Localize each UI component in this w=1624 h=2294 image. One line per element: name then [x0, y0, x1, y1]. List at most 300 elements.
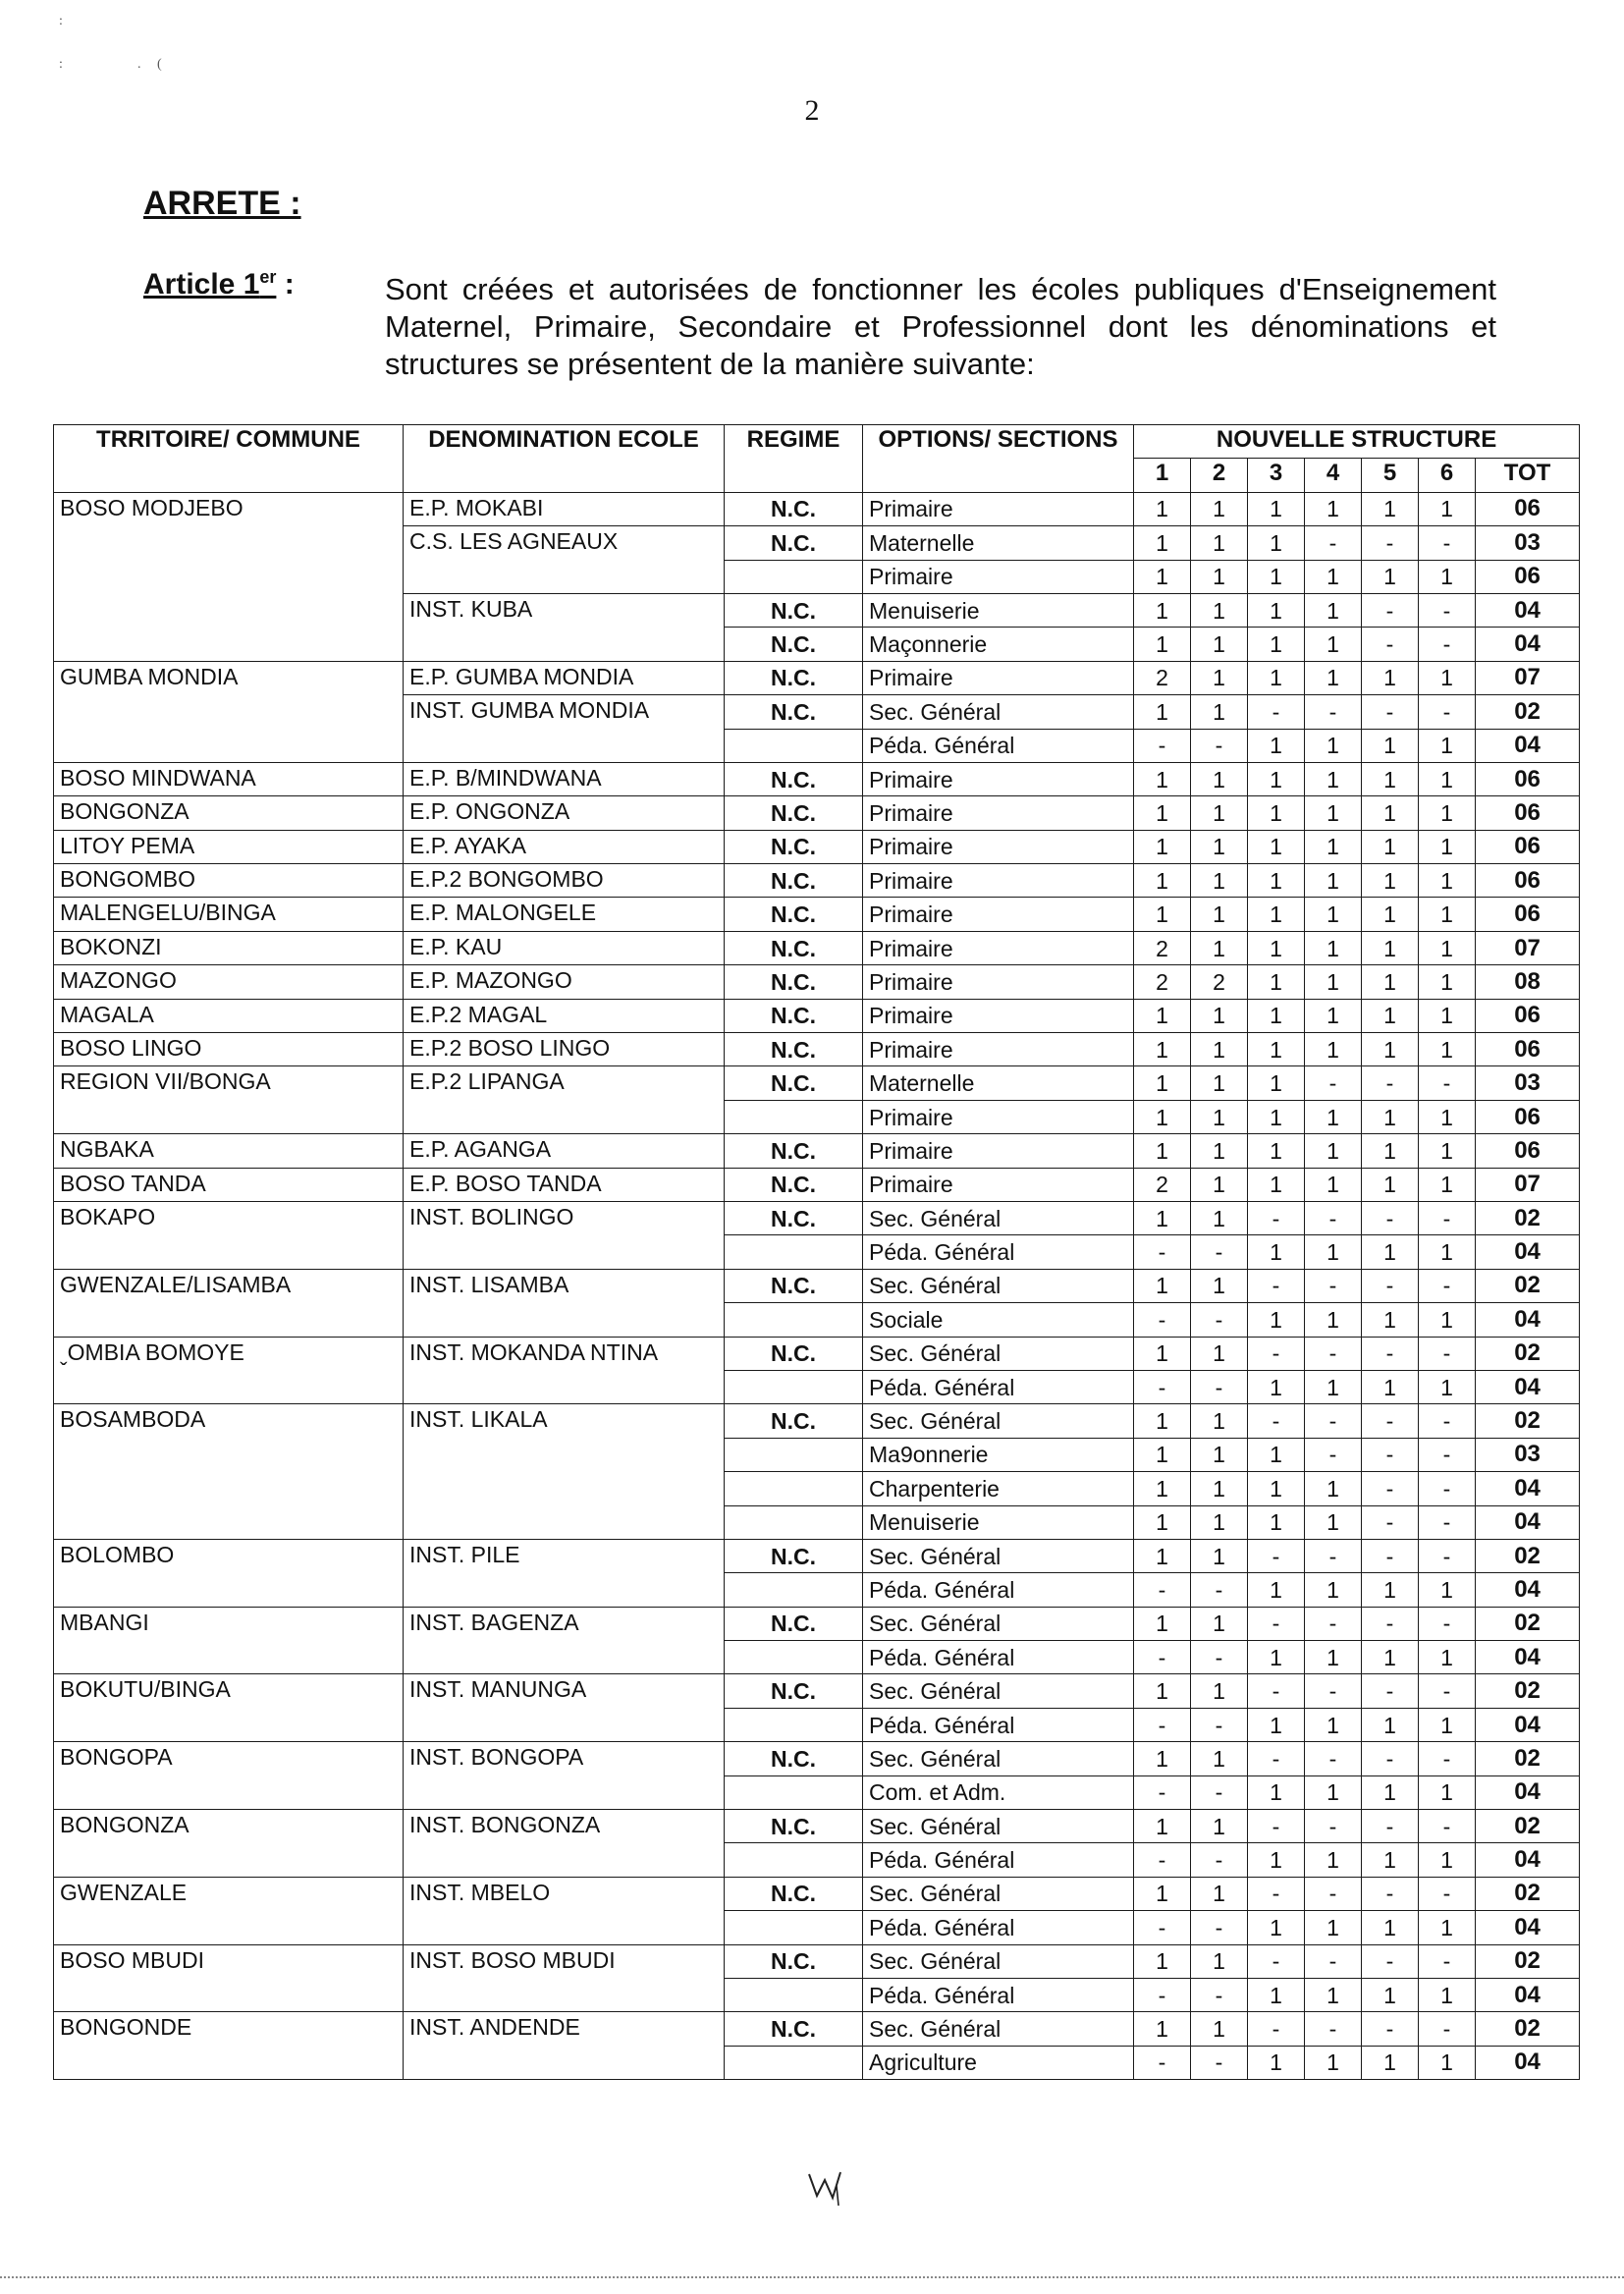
scan-mark-4: ( [157, 57, 162, 72]
option-cell: Sec. Général [863, 1539, 1134, 1572]
level-2-cell: 1 [1191, 1438, 1248, 1471]
option-cell: Péda. Général [863, 1708, 1134, 1741]
level-5-cell: - [1362, 1944, 1419, 1978]
page-number: 2 [804, 94, 820, 127]
level-5-cell: - [1362, 1201, 1419, 1234]
level-6-cell: - [1419, 1438, 1476, 1471]
level-1-cell: 1 [1134, 830, 1191, 863]
table-row [54, 1134, 1580, 1168]
level-5-cell: 1 [1362, 1370, 1419, 1403]
level-1-cell: 1 [1134, 1134, 1191, 1168]
level-5-cell: - [1362, 628, 1419, 661]
level-5-cell: - [1362, 593, 1419, 627]
total-cell: 06 [1476, 1134, 1580, 1168]
total-cell: 02 [1476, 1877, 1580, 1910]
total-cell: 06 [1476, 830, 1580, 863]
level-3-cell: 1 [1248, 1641, 1305, 1674]
table-row [54, 492, 1580, 525]
level-5-cell: - [1362, 526, 1419, 560]
level-5-cell: - [1362, 1404, 1419, 1438]
total-cell: 08 [1476, 965, 1580, 999]
territoire-cell: BOSO TANDA [54, 1168, 404, 1201]
level-6-cell: 1 [1419, 1235, 1476, 1269]
level-3-cell: 1 [1248, 1472, 1305, 1505]
level-1-cell: 1 [1134, 560, 1191, 593]
level-3-cell: 1 [1248, 1100, 1305, 1133]
total-cell: 06 [1476, 999, 1580, 1032]
level-3-cell: - [1248, 2012, 1305, 2046]
school-name-cell: INST. KUBA [404, 593, 725, 661]
level-4-cell: 1 [1305, 1472, 1362, 1505]
regime-cell: N.C. [725, 1269, 863, 1302]
level-1-cell: 1 [1134, 1607, 1191, 1640]
level-5-cell: - [1362, 1877, 1419, 1910]
level-1-cell: 1 [1134, 2012, 1191, 2046]
level-6-cell: 1 [1419, 729, 1476, 762]
total-cell: 04 [1476, 1843, 1580, 1877]
level-1-cell: 1 [1134, 1201, 1191, 1234]
level-3-cell: 1 [1248, 898, 1305, 931]
level-2-cell: 1 [1191, 1944, 1248, 1978]
option-cell: Primaire [863, 661, 1134, 694]
level-4-cell: 1 [1305, 1235, 1362, 1269]
level-1-cell: 1 [1134, 1505, 1191, 1539]
option-cell: Péda. Général [863, 729, 1134, 762]
level-4-cell: 1 [1305, 1168, 1362, 1201]
level-6-cell: 1 [1419, 796, 1476, 830]
total-cell: 02 [1476, 1944, 1580, 1978]
level-3-cell: - [1248, 1607, 1305, 1640]
option-cell: Péda. Général [863, 1911, 1134, 1944]
regime-cell [725, 560, 863, 593]
total-cell: 04 [1476, 1573, 1580, 1607]
level-2-cell: 1 [1191, 628, 1248, 661]
level-4-cell: - [1305, 1269, 1362, 1302]
level-5-cell: 1 [1362, 1100, 1419, 1133]
school-name-cell: INST. BOLINGO [404, 1201, 725, 1269]
level-1-cell: 1 [1134, 796, 1191, 830]
level-4-cell: 1 [1305, 1033, 1362, 1066]
level-4-cell: - [1305, 1539, 1362, 1572]
level-2-cell: 1 [1191, 2012, 1248, 2046]
level-3-cell: - [1248, 695, 1305, 729]
level-4-cell: 1 [1305, 492, 1362, 525]
level-6-cell: - [1419, 1877, 1476, 1910]
level-1-cell: - [1134, 1708, 1191, 1741]
school-name-cell: INST. BOSO MBUDI [404, 1944, 725, 2012]
option-cell: Sociale [863, 1303, 1134, 1337]
level-6-cell: - [1419, 593, 1476, 627]
territoire-cell: BONGOPA [54, 1742, 404, 1810]
level-4-cell: - [1305, 1201, 1362, 1234]
option-cell: Sec. Général [863, 695, 1134, 729]
level-6-cell: - [1419, 1944, 1476, 1978]
school-name-cell: E.P. BOSO TANDA [404, 1168, 725, 1201]
schools-table [53, 424, 1580, 2080]
level-2-cell: 1 [1191, 1269, 1248, 1302]
level-6-cell: - [1419, 695, 1476, 729]
total-cell: 04 [1476, 593, 1580, 627]
territoire-cell: BOKAPO [54, 1201, 404, 1269]
option-cell: Primaire [863, 1033, 1134, 1066]
level-4-cell: - [1305, 1810, 1362, 1843]
option-cell: Péda. Général [863, 1978, 1134, 2011]
level-3-cell: 1 [1248, 965, 1305, 999]
level-1-cell: 1 [1134, 1337, 1191, 1370]
option-cell: Primaire [863, 796, 1134, 830]
level-1-cell: - [1134, 1641, 1191, 1674]
header-level-1: 1 [1134, 459, 1191, 492]
option-cell: Com. et Adm. [863, 1775, 1134, 1809]
total-cell: 04 [1476, 2046, 1580, 2079]
level-2-cell: - [1191, 1708, 1248, 1741]
level-6-cell: - [1419, 1539, 1476, 1572]
option-cell: Charpenterie [863, 1472, 1134, 1505]
total-cell: 04 [1476, 1505, 1580, 1539]
header-level-2: 2 [1191, 459, 1248, 492]
territoire-cell: GUMBA MONDIA [54, 661, 404, 762]
level-2-cell: 1 [1191, 1810, 1248, 1843]
table-row [54, 2012, 1580, 2046]
level-5-cell: - [1362, 1674, 1419, 1708]
school-name-cell: E.P. AGANGA [404, 1134, 725, 1168]
territoire-cell: NGBAKA [54, 1134, 404, 1168]
school-name-cell: INST. PILE [404, 1539, 725, 1607]
level-1-cell: 1 [1134, 695, 1191, 729]
territoire-cell: MAZONGO [54, 965, 404, 999]
table-row [54, 1404, 1580, 1438]
option-cell: Primaire [863, 931, 1134, 964]
school-name-cell: INST. MANUNGA [404, 1674, 725, 1742]
regime-cell: N.C. [725, 1337, 863, 1370]
level-3-cell: - [1248, 1674, 1305, 1708]
level-4-cell: 1 [1305, 1505, 1362, 1539]
regime-cell: N.C. [725, 1742, 863, 1775]
level-5-cell: - [1362, 1539, 1419, 1572]
level-4-cell: 1 [1305, 1303, 1362, 1337]
level-6-cell: - [1419, 1742, 1476, 1775]
table-row [54, 965, 1580, 999]
territoire-cell: BOSO MODJEBO [54, 492, 404, 661]
regime-cell: N.C. [725, 526, 863, 560]
level-2-cell: 1 [1191, 560, 1248, 593]
header-row [54, 425, 1580, 459]
header-level-3: 3 [1248, 459, 1305, 492]
school-name-cell: INST. BAGENZA [404, 1607, 725, 1674]
level-4-cell: - [1305, 695, 1362, 729]
level-2-cell: 1 [1191, 695, 1248, 729]
regime-cell: N.C. [725, 1674, 863, 1708]
table-row [54, 1810, 1580, 1843]
header-level-5: 5 [1362, 459, 1419, 492]
option-cell: Primaire [863, 999, 1134, 1032]
option-cell: Maternelle [863, 526, 1134, 560]
level-3-cell: - [1248, 1404, 1305, 1438]
level-1-cell: 1 [1134, 864, 1191, 898]
level-2-cell: 1 [1191, 1472, 1248, 1505]
level-2-cell: 1 [1191, 1066, 1248, 1100]
total-cell: 02 [1476, 1404, 1580, 1438]
level-6-cell: 1 [1419, 560, 1476, 593]
option-cell: Primaire [863, 830, 1134, 863]
level-3-cell: 1 [1248, 1303, 1305, 1337]
total-cell: 03 [1476, 1066, 1580, 1100]
level-2-cell: 1 [1191, 796, 1248, 830]
level-3-cell: 1 [1248, 526, 1305, 560]
header-level-4: 4 [1305, 459, 1362, 492]
territoire-cell: REGION VII/BONGA [54, 1066, 404, 1134]
territoire-cell: BOSO MINDWANA [54, 762, 404, 795]
level-4-cell: - [1305, 1066, 1362, 1100]
regime-cell: N.C. [725, 1539, 863, 1572]
level-1-cell: 1 [1134, 898, 1191, 931]
option-cell: Sec. Général [863, 1944, 1134, 1978]
level-2-cell: 1 [1191, 931, 1248, 964]
regime-cell [725, 1100, 863, 1133]
total-cell: 04 [1476, 729, 1580, 762]
regime-cell [725, 1303, 863, 1337]
regime-cell [725, 1235, 863, 1269]
level-4-cell: - [1305, 1337, 1362, 1370]
total-cell: 06 [1476, 1033, 1580, 1066]
school-name-cell: INST. MBELO [404, 1877, 725, 1944]
header-denomination: DENOMINATION ECOLE [404, 425, 725, 493]
regime-cell: N.C. [725, 796, 863, 830]
total-cell: 06 [1476, 796, 1580, 830]
level-6-cell: 1 [1419, 1303, 1476, 1337]
header-territoire: TRRITOIRE/ COMMUNE [54, 425, 404, 493]
level-2-cell: 1 [1191, 593, 1248, 627]
level-6-cell: - [1419, 2012, 1476, 2046]
level-5-cell: 1 [1362, 1978, 1419, 2011]
school-name-cell: INST. BONGONZA [404, 1810, 725, 1878]
territoire-cell: MBANGI [54, 1607, 404, 1674]
territoire-cell: MAGALA [54, 999, 404, 1032]
level-4-cell: - [1305, 1404, 1362, 1438]
total-cell: 04 [1476, 1370, 1580, 1403]
level-2-cell: 1 [1191, 1674, 1248, 1708]
total-cell: 02 [1476, 2012, 1580, 2046]
level-4-cell: - [1305, 526, 1362, 560]
level-1-cell: 1 [1134, 526, 1191, 560]
school-name-cell: E.P. MAZONGO [404, 965, 725, 999]
table-row [54, 898, 1580, 931]
level-4-cell: 1 [1305, 1708, 1362, 1741]
level-5-cell: - [1362, 1066, 1419, 1100]
level-6-cell: - [1419, 1404, 1476, 1438]
option-cell: Primaire [863, 1168, 1134, 1201]
level-2-cell: - [1191, 729, 1248, 762]
level-5-cell: 1 [1362, 1775, 1419, 1809]
school-name-cell: INST. ANDENDE [404, 2012, 725, 2080]
level-5-cell: 1 [1362, 560, 1419, 593]
regime-cell [725, 1370, 863, 1403]
level-2-cell: - [1191, 1641, 1248, 1674]
level-4-cell: 1 [1305, 931, 1362, 964]
school-name-cell: E.P. MOKABI [404, 492, 725, 525]
level-1-cell: - [1134, 2046, 1191, 2079]
regime-cell: N.C. [725, 830, 863, 863]
school-name-cell: E.P.2 MAGAL [404, 999, 725, 1032]
option-cell: Péda. Général [863, 1573, 1134, 1607]
level-1-cell: 1 [1134, 1066, 1191, 1100]
option-cell: Péda. Général [863, 1235, 1134, 1269]
table-row [54, 1168, 1580, 1201]
article-superscript: er [259, 267, 277, 287]
level-2-cell: 1 [1191, 661, 1248, 694]
level-2-cell: 1 [1191, 1134, 1248, 1168]
level-3-cell: - [1248, 1269, 1305, 1302]
article-body: Sont créées et autorisées de fonctionner les écoles publiques d'Enseignement Maternel, Primaire, Secondaire et Professionnel dont les dénominations et structures se présentent de la manière suivante: [385, 272, 1496, 381]
header-level-6: 6 [1419, 459, 1476, 492]
regime-cell: N.C. [725, 628, 863, 661]
total-cell: 06 [1476, 560, 1580, 593]
level-4-cell: 1 [1305, 1134, 1362, 1168]
level-6-cell: 1 [1419, 1911, 1476, 1944]
option-cell: Ma9onnerie [863, 1438, 1134, 1471]
level-5-cell: 1 [1362, 492, 1419, 525]
territoire-cell: BOLOMBO [54, 1539, 404, 1607]
level-2-cell: 1 [1191, 492, 1248, 525]
level-5-cell: - [1362, 1607, 1419, 1640]
level-6-cell: 1 [1419, 898, 1476, 931]
school-name-cell: E.P. ONGONZA [404, 796, 725, 830]
level-1-cell: 2 [1134, 661, 1191, 694]
total-cell: 02 [1476, 695, 1580, 729]
level-6-cell: - [1419, 628, 1476, 661]
school-name-cell: E.P. GUMBA MONDIA [404, 661, 725, 694]
level-6-cell: - [1419, 1337, 1476, 1370]
territoire-cell: BOKUTU/BINGA [54, 1674, 404, 1742]
regime-cell: N.C. [725, 661, 863, 694]
level-2-cell: - [1191, 1911, 1248, 1944]
total-cell: 02 [1476, 1674, 1580, 1708]
level-1-cell: 1 [1134, 1100, 1191, 1133]
level-2-cell: - [1191, 1303, 1248, 1337]
school-name-cell: C.S. LES AGNEAUX [404, 526, 725, 594]
option-cell: Sec. Général [863, 1337, 1134, 1370]
total-cell: 07 [1476, 1168, 1580, 1201]
level-5-cell: 1 [1362, 1303, 1419, 1337]
level-6-cell: 1 [1419, 830, 1476, 863]
option-cell: Péda. Général [863, 1641, 1134, 1674]
regime-cell: N.C. [725, 1810, 863, 1843]
territoire-cell: BONGONZA [54, 796, 404, 830]
territoire-cell: BOSO MBUDI [54, 1944, 404, 2012]
level-1-cell: 1 [1134, 1033, 1191, 1066]
regime-cell: N.C. [725, 1066, 863, 1100]
regime-cell: N.C. [725, 965, 863, 999]
school-name-cell: INST. LISAMBA [404, 1269, 725, 1337]
level-2-cell: 1 [1191, 1877, 1248, 1910]
level-2-cell: 1 [1191, 1201, 1248, 1234]
regime-cell: N.C. [725, 1134, 863, 1168]
scan-mark-2: : [59, 57, 63, 72]
total-cell: 04 [1476, 1472, 1580, 1505]
territoire-cell: BONGOMBO [54, 864, 404, 898]
total-cell: 02 [1476, 1337, 1580, 1370]
level-4-cell: 1 [1305, 898, 1362, 931]
level-6-cell: 1 [1419, 1100, 1476, 1133]
level-1-cell: 1 [1134, 999, 1191, 1032]
table-row [54, 661, 1580, 694]
level-2-cell: - [1191, 2046, 1248, 2079]
level-3-cell: 1 [1248, 560, 1305, 593]
total-cell: 06 [1476, 898, 1580, 931]
level-2-cell: 1 [1191, 762, 1248, 795]
level-5-cell: 1 [1362, 762, 1419, 795]
regime-cell: N.C. [725, 1201, 863, 1234]
level-6-cell: - [1419, 1505, 1476, 1539]
level-6-cell: 1 [1419, 1033, 1476, 1066]
total-cell: 04 [1476, 628, 1580, 661]
regime-cell [725, 2046, 863, 2079]
level-2-cell: - [1191, 1978, 1248, 2011]
level-4-cell: 1 [1305, 1775, 1362, 1809]
level-6-cell: - [1419, 526, 1476, 560]
level-1-cell: 1 [1134, 762, 1191, 795]
level-3-cell: 1 [1248, 1370, 1305, 1403]
table-row [54, 1539, 1580, 1572]
level-5-cell: 1 [1362, 1573, 1419, 1607]
option-cell: Sec. Général [863, 1269, 1134, 1302]
level-1-cell: 1 [1134, 1674, 1191, 1708]
total-cell: 07 [1476, 661, 1580, 694]
level-3-cell: 1 [1248, 1843, 1305, 1877]
regime-cell: N.C. [725, 931, 863, 964]
level-3-cell: 1 [1248, 931, 1305, 964]
level-4-cell: 1 [1305, 1843, 1362, 1877]
option-cell: Primaire [863, 1100, 1134, 1133]
article-colon: : [276, 268, 295, 300]
level-6-cell: 1 [1419, 965, 1476, 999]
level-2-cell: - [1191, 1235, 1248, 1269]
level-6-cell: - [1419, 1066, 1476, 1100]
regime-cell [725, 1775, 863, 1809]
level-6-cell: 1 [1419, 1641, 1476, 1674]
regime-cell [725, 1438, 863, 1471]
level-5-cell: 1 [1362, 864, 1419, 898]
level-5-cell: 1 [1362, 1641, 1419, 1674]
signature-initials-icon [803, 2166, 862, 2206]
level-3-cell: 1 [1248, 796, 1305, 830]
footer-scan-line [0, 2276, 1624, 2278]
territoire-cell: LITOY PEMA [54, 830, 404, 863]
regime-cell [725, 1472, 863, 1505]
total-cell: 04 [1476, 1911, 1580, 1944]
level-5-cell: 1 [1362, 796, 1419, 830]
level-6-cell: 1 [1419, 1134, 1476, 1168]
scan-mark-3: . [137, 57, 141, 72]
option-cell: Primaire [863, 1134, 1134, 1168]
level-1-cell: 1 [1134, 1472, 1191, 1505]
regime-cell: N.C. [725, 492, 863, 525]
level-4-cell: - [1305, 1742, 1362, 1775]
level-1-cell: - [1134, 1303, 1191, 1337]
level-6-cell: 1 [1419, 1978, 1476, 2011]
table-header [54, 425, 1580, 493]
level-6-cell: 1 [1419, 1370, 1476, 1403]
level-5-cell: - [1362, 1337, 1419, 1370]
level-6-cell: 1 [1419, 762, 1476, 795]
level-6-cell: - [1419, 1269, 1476, 1302]
level-1-cell: 1 [1134, 593, 1191, 627]
school-name-cell: E.P.2 BOSO LINGO [404, 1033, 725, 1066]
level-1-cell: - [1134, 1911, 1191, 1944]
regime-cell [725, 729, 863, 762]
school-name-cell: INST. BONGOPA [404, 1742, 725, 1810]
level-6-cell: - [1419, 1201, 1476, 1234]
